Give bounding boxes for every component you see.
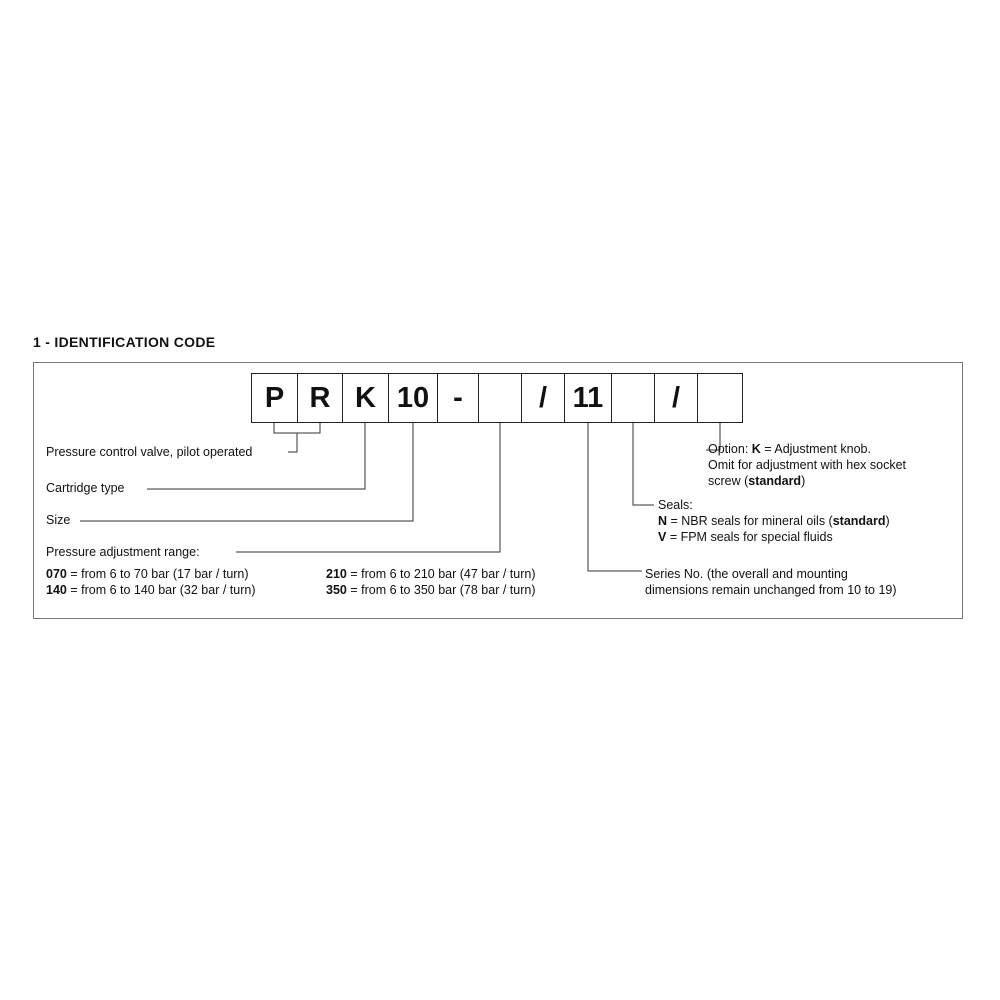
option-line-2: Omit for adjustment with hex socket [708,458,906,472]
code-box-8: 11 [564,373,612,423]
label-pressure-range: Pressure adjustment range: [46,545,200,559]
series-line-2: dimensions remain unchanged from 10 to 19) [645,583,897,597]
pressure-option-210 [326,566,536,582]
code-box-3: K [342,373,389,423]
pressure-text: = from 6 to 350 bar (78 bar / turn) [346,583,536,597]
series-line-1: Series No. (the overall and mounting [645,567,848,581]
seals-n-text: = NBR seals for mineral oils ( [667,514,833,528]
pressure-code: 210 [326,567,347,581]
option-line-3 [708,473,805,489]
code-box-1: P [251,373,298,423]
option-line-1 [708,441,871,457]
label-valve: Pressure control valve, pilot operated [46,445,253,459]
seals-heading: Seals: [658,498,693,512]
section-title: 1 - IDENTIFICATION CODE [33,334,216,350]
option-code: K [751,442,761,456]
leader-pressure [236,423,500,552]
seals-n-suffix: ) [885,514,890,528]
seals-v-text: = FPM seals for special fluids [666,530,833,544]
code-box-5: - [437,373,479,423]
leader-seals [633,423,654,505]
option-l3-suffix: ) [801,474,806,488]
code-box-4: 10 [388,373,438,423]
pressure-option-350 [326,582,536,598]
option-prefix: Option: [708,442,752,456]
seals-v-code: V [658,530,667,544]
pressure-option-140 [46,582,256,598]
seals-n-bold: standard [832,514,886,528]
label-cartridge: Cartridge type [46,481,125,495]
pressure-text: = from 6 to 210 bar (47 bar / turn) [346,567,536,581]
leader-series [588,423,642,571]
seals-n [658,513,890,529]
option-l3-prefix: screw ( [708,474,749,488]
code-box-2: R [297,373,343,423]
leader-valve [274,423,320,433]
pressure-text: = from 6 to 140 bar (32 bar / turn) [66,583,256,597]
label-size: Size [46,513,71,527]
leader-valve-drop [288,433,297,452]
pressure-option-070 [46,566,249,582]
leader-size [80,423,413,521]
pressure-code: 070 [46,567,67,581]
pressure-code: 140 [46,583,67,597]
option-l3-bold: standard [748,474,802,488]
option-text: = Adjustment knob. [760,442,871,456]
code-box-7: / [521,373,565,423]
seals-n-code: N [658,514,668,528]
seals-v [658,529,833,545]
pressure-code: 350 [326,583,347,597]
code-box-10: / [654,373,698,423]
pressure-text: = from 6 to 70 bar (17 bar / turn) [66,567,249,581]
